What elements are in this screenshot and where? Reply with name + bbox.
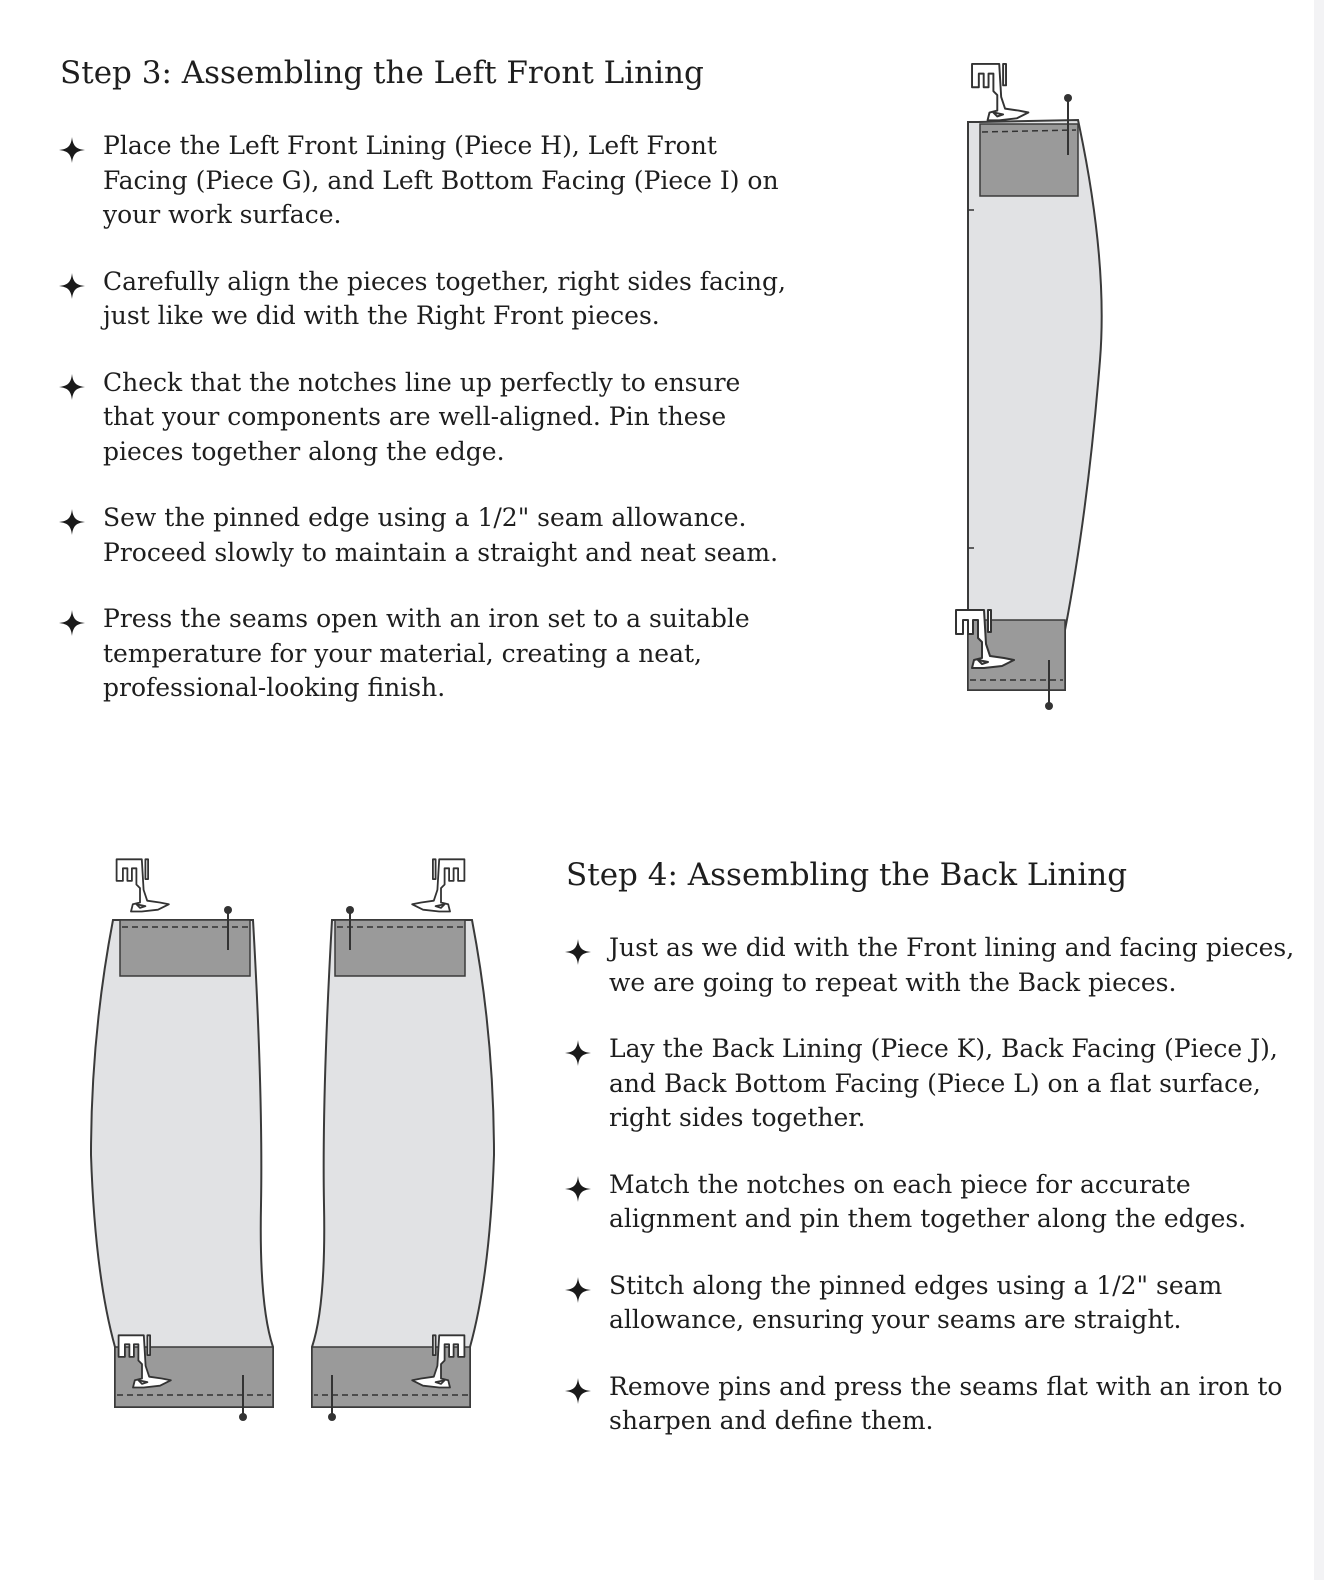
- step3-bullet-line: Check that the notches line up perfectly to ensure: [103, 367, 741, 397]
- step3-bullet-line: your work surface.: [103, 200, 342, 229]
- four-point-star-icon: [57, 135, 87, 165]
- step4-bullet: [566, 1032, 1294, 1136]
- step3-bullet: [60, 129, 786, 233]
- back-lining-left-illustration: [85, 855, 285, 1430]
- four-point-star-icon: [563, 1376, 593, 1406]
- step4-bullet-line: we are going to repeat with the Back pieces.: [609, 967, 1177, 997]
- step4-bullet-line: Just as we did with the Front lining and facing pieces,: [609, 933, 1295, 962]
- step4-bullet-line: Lay the Back Lining (Piece K), Back Facing (Piece J),: [609, 1034, 1278, 1063]
- step3-bullet: [60, 265, 786, 334]
- step4-bullet-line: allowance, ensuring your seams are straight.: [609, 1305, 1182, 1334]
- step4-bullet: [566, 1370, 1294, 1439]
- four-point-star-icon: [563, 1038, 593, 1068]
- step3-bullet-line: Sew the pinned edge using a 1/2" seam allowance.: [103, 503, 747, 532]
- page-edge-strip: [1314, 0, 1324, 1580]
- step3-heading: Step 3: Assembling the Left Front Lining: [60, 55, 704, 91]
- step3-instructions: [60, 129, 786, 738]
- step4-bullet-line: alignment and pin them together along the edges.: [609, 1204, 1247, 1233]
- step3-bullet-line: Carefully align the pieces together, right sides facing,: [103, 266, 786, 296]
- four-point-star-icon: [57, 608, 87, 638]
- four-point-star-icon: [57, 372, 87, 402]
- four-point-star-icon: [57, 271, 87, 301]
- four-point-star-icon: [563, 1275, 593, 1305]
- step4-bullet-line: sharpen and define them.: [609, 1406, 934, 1435]
- step3-bullet-line: Place the Left Front Lining (Piece H), Left Front: [103, 131, 717, 160]
- step4-bullet-line: Stitch along the pinned edges using a 1/2" seam: [609, 1270, 1223, 1300]
- step4-bullet-line: and Back Bottom Facing (Piece L) on a flat surface,: [609, 1068, 1261, 1098]
- four-point-star-icon: [563, 937, 593, 967]
- step4-bullet-line: right sides together.: [609, 1103, 866, 1132]
- four-point-star-icon: [57, 507, 87, 537]
- four-point-star-icon: [563, 1174, 593, 1204]
- step3-bullet-line: temperature for your material, creating a neat,: [103, 638, 702, 668]
- step4-bullet: [566, 931, 1294, 1000]
- step3-bullet-line: Proceed slowly to maintain a straight and neat seam.: [103, 537, 779, 567]
- step4-bullet: [566, 1269, 1294, 1338]
- step4-bullet-line: Match the notches on each piece for accurate: [609, 1169, 1191, 1199]
- step4-bullet: [566, 1168, 1294, 1237]
- step3-bullet-line: Press the seams open with an iron set to a suitable: [103, 604, 750, 633]
- step3-bullet-line: pieces together along the edge.: [103, 436, 505, 466]
- step3-bullet-line: that your components are well-aligned. Pin these: [103, 402, 727, 431]
- left-front-lining-illustration: [950, 60, 1120, 720]
- step3-bullet-line: just like we did with the Right Front pieces.: [103, 301, 660, 330]
- step4-instructions: [566, 931, 1294, 1471]
- step3-bullet-line: professional-looking finish.: [103, 673, 446, 702]
- step3-bullet: [60, 602, 786, 706]
- step3-bullet: [60, 501, 786, 570]
- back-lining-right-illustration: [300, 855, 500, 1430]
- step3-bullet-line: Facing (Piece G), and Left Bottom Facing (Piece I) on: [103, 165, 779, 195]
- step4-bullet-line: Remove pins and press the seams flat with an iron to: [609, 1371, 1283, 1401]
- step4-heading: Step 4: Assembling the Back Lining: [566, 857, 1128, 893]
- step3-bullet: [60, 366, 786, 470]
